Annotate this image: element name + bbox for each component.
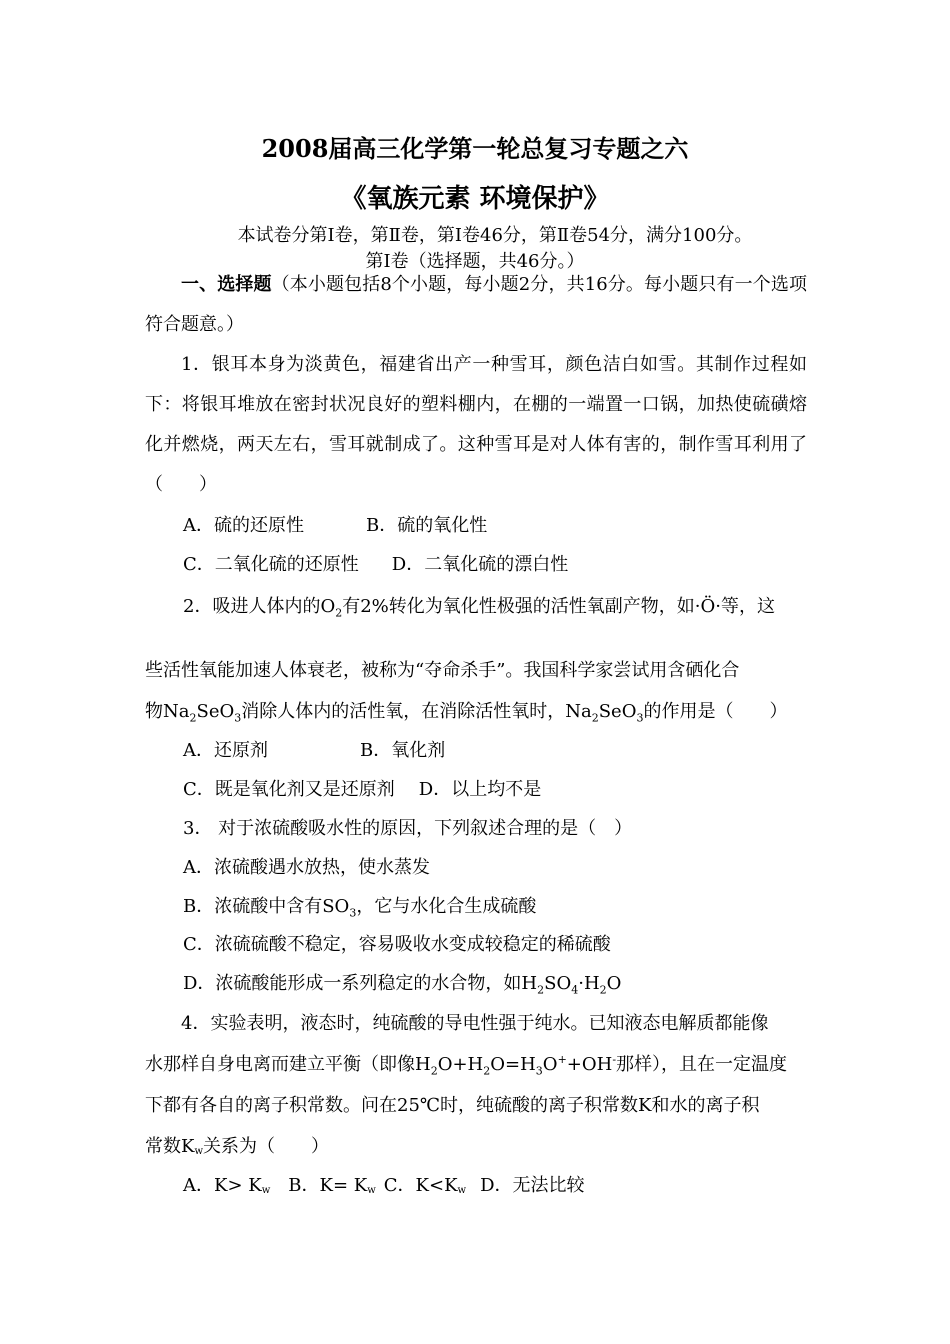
question-4-line-2 <box>145 1045 807 1085</box>
question-2-text: 等，这 <box>720 596 775 617</box>
subscript: 4 <box>571 983 579 997</box>
question-4-option-a: A．K> K <box>183 1175 262 1196</box>
superscript: - <box>612 1053 617 1066</box>
question-2-line-3 <box>145 692 807 732</box>
subscript: w <box>194 1146 204 1157</box>
question-4-line-1: 4．实验表明，液态时，纯硫酸的导电性强于纯水。已知液态电解质都能像 <box>181 1013 769 1034</box>
question-1-stem: 1．银耳本身为淡黄色，福建省出产一种雪耳，颜色洁白如雪。其制作过程如下：将银耳堆放在密封状况良好的塑料棚内，在棚的一端置一口锅，加热使硫磺熔化并燃烧，两天左右，雪耳就制成了。这种雪耳是对人体有害的，制作雪耳利用了（ ） <box>145 354 807 495</box>
question-2-text: 2．吸进人体内的O <box>183 596 336 617</box>
question-3-option-a: A．浓硫酸遇水放热，使水蒸发 <box>183 857 430 878</box>
question-1-options-row1 <box>183 513 487 539</box>
question-2-text: SeO <box>598 701 637 722</box>
question-4-line-3: 下都有各自的离子积常数。问在25℃时，纯硫酸的离子积常数K和水的离子积 <box>145 1095 760 1116</box>
question-1-options-row2 <box>183 552 568 578</box>
question-3-option-d <box>183 971 621 997</box>
question-2-text: SeO <box>196 701 235 722</box>
subscript: 3 <box>535 1064 543 1078</box>
question-2-text: 有2%转化为氧化性极强的活性氧副产物，如 <box>342 596 695 617</box>
question-4-text: O+H <box>437 1054 484 1075</box>
question-4-text: 常数K <box>145 1136 195 1157</box>
question-1-option-c: C．二氧化硫的还原性 <box>183 554 359 575</box>
question-2-text: 的作用是（ ） <box>643 701 788 722</box>
option-text: D．浓硫酸能形成一系列稳定的水合物，如H <box>183 973 538 994</box>
subscript: 2 <box>537 983 545 997</box>
superscript: + <box>557 1053 567 1066</box>
subscript: w <box>261 1185 271 1196</box>
question-4-text: O <box>542 1054 558 1075</box>
option-text: B．浓硫酸中含有SO <box>183 896 350 917</box>
subscript: 3 <box>349 906 357 920</box>
question-1-option-b: B．硫的氧化性 <box>366 515 488 536</box>
subscript: w <box>367 1185 376 1196</box>
subscript: 2 <box>189 711 197 725</box>
section-description: （本小题包括8个小题，每小题2分，共16分。每小题只有一个选项符合题意。） <box>145 274 808 335</box>
section-heading <box>145 265 807 345</box>
question-1-option-a: A．硫的还原性 <box>183 515 304 536</box>
document-subtitle: 《氧族元素 环境保护》 <box>340 184 610 214</box>
option-text: O <box>606 973 622 994</box>
option-text: ，它与水化合生成硫酸 <box>356 896 537 917</box>
question-2-option-c: C．既是氧化剂又是还原剂 <box>183 779 395 800</box>
question-2-options-row1 <box>183 738 445 764</box>
option-text: SO <box>544 973 572 994</box>
subscript: 2 <box>335 606 343 620</box>
subscript: 2 <box>599 983 607 997</box>
question-4-text: +OH <box>566 1054 613 1075</box>
oxygen-radical-symbol: ·Ö· <box>694 596 721 617</box>
question-3-stem: 3． 对于浓硫酸吸水性的原因，下列叙述合理的是（ ） <box>183 818 633 839</box>
subscript: 2 <box>430 1064 438 1078</box>
question-4-text: 水那样自身电离而建立平衡（即像H <box>145 1054 431 1075</box>
subscript: 2 <box>483 1064 491 1078</box>
question-2-option-d: D．以上均不是 <box>418 779 542 800</box>
subscript: w <box>457 1185 467 1196</box>
part-one-heading: 第Ⅰ卷（选择题，共46分。） <box>365 251 585 272</box>
question-2-line-2: 些活性氧能加速人体衰老，被称为“夺命杀手”。我国科学家尝试用含硒化合 <box>145 660 740 681</box>
section-title: 一、选择题 <box>181 274 272 295</box>
question-3-option-c: C．浓硫硫酸不稳定，容易吸收水变成较稳定的稀硫酸 <box>183 934 611 955</box>
question-2-text: 消除人体内的活性氧，在消除活性氧时，Na <box>241 701 592 722</box>
question-4-text: 那样），且在一定温度 <box>616 1054 788 1075</box>
question-2-line-1 <box>183 594 807 620</box>
question-4-text: O=H <box>490 1054 536 1075</box>
question-4-options <box>183 1173 585 1204</box>
question-1-option-d: D．二氧化硫的漂白性 <box>391 554 569 575</box>
question-4-text: 关系为（ ） <box>203 1136 330 1157</box>
document-title: 2008届高三化学第一轮总复习专题之六 <box>261 134 689 163</box>
option-text: ·H <box>578 973 600 994</box>
question-2-option-b: B．氧化剂 <box>360 740 446 761</box>
question-2-text: 物Na <box>145 701 190 722</box>
subscript: 2 <box>591 711 599 725</box>
question-3-option-b <box>183 894 536 920</box>
question-4-line-4 <box>145 1127 807 1172</box>
subscript: 3 <box>234 711 242 725</box>
question-4-option-b: B．K= K <box>288 1175 368 1196</box>
exam-intro: 本试卷分第Ⅰ卷，第Ⅱ卷，第Ⅰ卷46分，第Ⅱ卷54分，满分100分。 <box>237 225 753 246</box>
subscript: 3 <box>636 711 644 725</box>
question-4-option-d: D．无法比较 <box>480 1175 585 1196</box>
question-4-option-c: C．K<K <box>383 1175 458 1196</box>
question-2-options-row2 <box>183 777 541 803</box>
question-2-option-a: A．还原剂 <box>183 740 268 761</box>
